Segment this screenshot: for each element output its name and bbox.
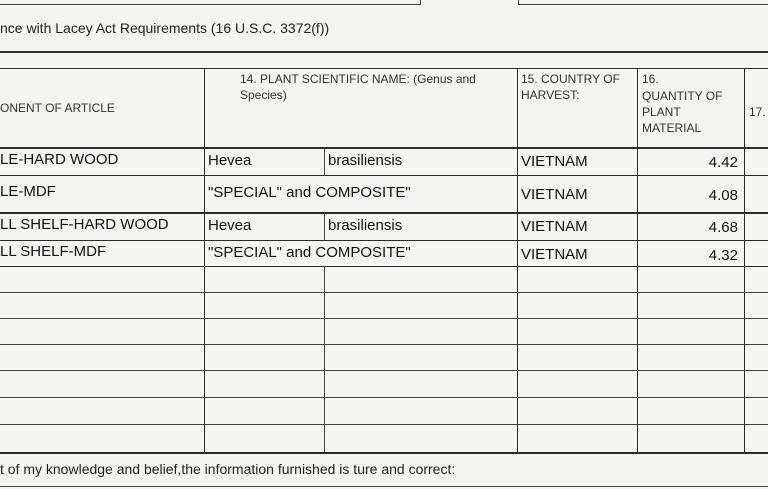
row3-species: brasiliensis (328, 217, 403, 234)
row2-component: LE-MDF (0, 183, 56, 200)
row4-material: "SPECIAL" and COMPOSITE" (208, 244, 411, 261)
row1-quantity: 4.42 (708, 154, 738, 171)
row1-component: LE-HARD WOOD (0, 151, 119, 168)
row4-component: LL SHELF-MDF (0, 243, 107, 260)
top-box-bottom-left (0, 4, 420, 5)
header-quantity-number: 16. (642, 72, 659, 86)
row3-country: VIETNAM (521, 218, 588, 235)
section-title: nce with Lacey Act Requirements (16 U.S.C. 3372(f)) (0, 20, 330, 36)
header-quantity: QUANTITY OF PLANT MATERIAL (642, 89, 723, 135)
row2-material: "SPECIAL" and COMPOSITE" (208, 184, 411, 201)
header-scientific-name: 14. PLANT SCIENTIFIC NAME: (Genus and Species) (240, 72, 476, 102)
top-box-edge-left (420, 0, 421, 5)
row1-country: VIETNAM (521, 153, 588, 170)
header-component: ONENT OF ARTICLE (0, 101, 115, 115)
row3-component: LL SHELF-HARD WOOD (0, 216, 169, 233)
row2-quantity: 4.08 (708, 187, 738, 204)
row3-quantity: 4.68 (708, 219, 738, 236)
row4-country: VIETNAM (521, 246, 588, 263)
row3-genus: Hevea (208, 217, 252, 234)
top-box-bottom-right (518, 4, 768, 5)
row1-species: brasiliensis (328, 152, 403, 169)
header-country-of-harvest: 15. COUNTRY OF HARVEST: (521, 72, 620, 102)
row1-genus: Hevea (208, 152, 252, 169)
header-next-column: 17. (749, 105, 766, 119)
top-box-edge-right (518, 0, 519, 5)
declaration-text: t of my knowledge and belief,the information furnished is ture and correct: (0, 461, 456, 477)
row4-quantity: 4.32 (708, 247, 738, 264)
row2-country: VIETNAM (521, 186, 588, 203)
